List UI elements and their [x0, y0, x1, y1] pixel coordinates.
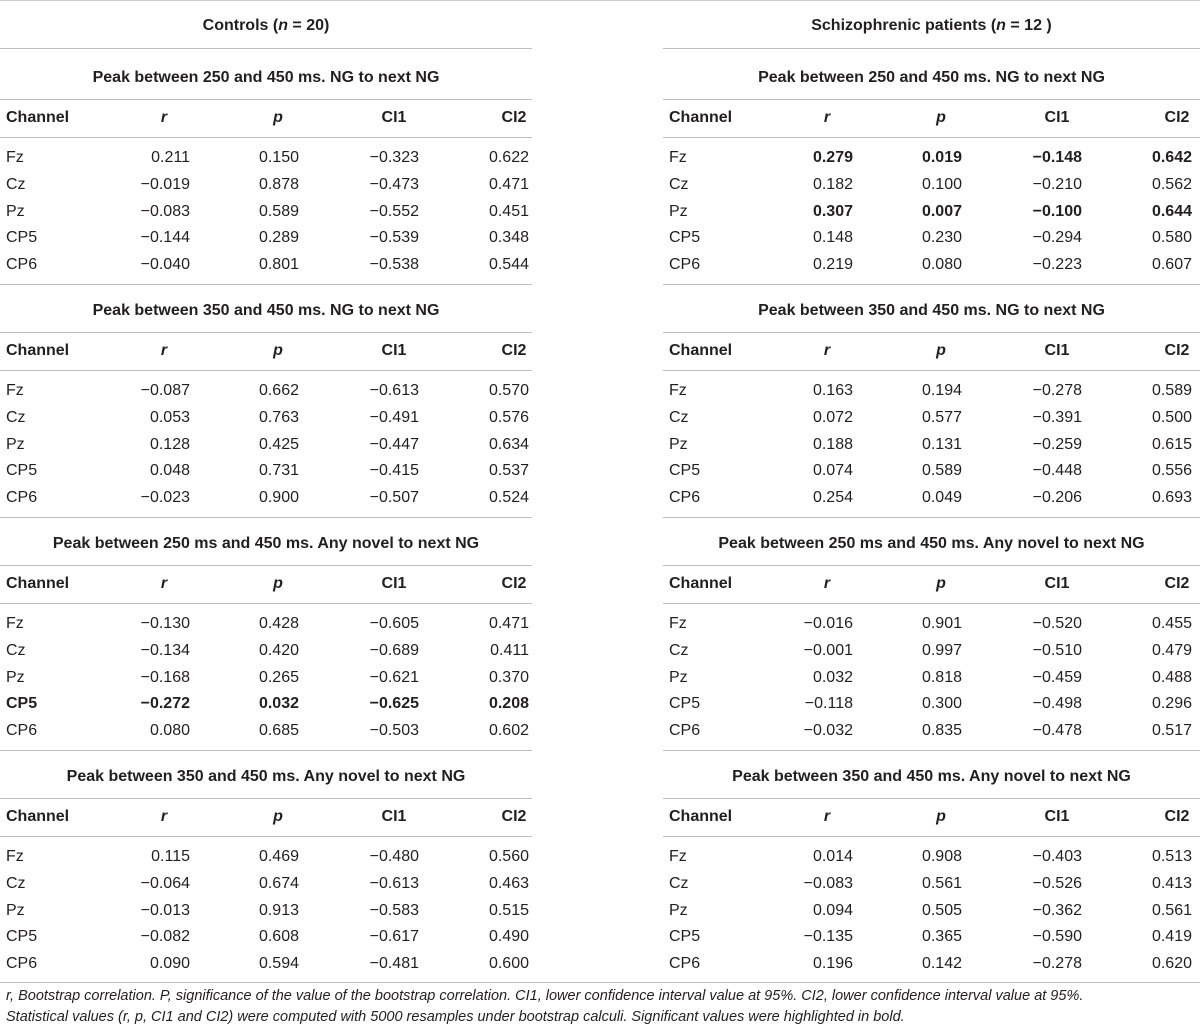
cell-channel: CP5 [6, 462, 38, 480]
cell-ci1: −0.590 [1032, 928, 1082, 946]
section-title: Peak between 250 ms and 450 ms. Any novel to next NG [52, 535, 480, 552]
bottom-rule [0, 982, 1200, 983]
cell-channel: Pz [6, 901, 25, 919]
cell-ci1: −0.100 [1032, 202, 1082, 220]
cell-r: 0.032 [812, 668, 853, 686]
cell-ci2: 0.589 [1151, 382, 1192, 399]
cell-ci1: −0.526 [1032, 874, 1082, 892]
cell-ci2: 0.208 [488, 695, 529, 713]
section-bottom-rule [0, 517, 532, 518]
column-header-ci1: CI1 [1044, 109, 1070, 126]
cell-r: 0.014 [812, 848, 853, 865]
cell-ci1: −0.552 [369, 202, 419, 220]
column-header-p: p [936, 342, 946, 359]
cell-ci2: 0.296 [1151, 695, 1192, 713]
cell-ci1: −0.613 [369, 382, 419, 399]
cell-r: 0.279 [812, 149, 853, 166]
section-rule [663, 99, 1200, 100]
cell-ci1: −0.539 [369, 229, 419, 247]
cell-channel: CP5 [669, 229, 701, 247]
cell-ci1: −0.538 [369, 256, 419, 274]
cell-p: 0.131 [921, 435, 962, 453]
cell-channel: CP6 [669, 955, 701, 973]
cell-p: 0.300 [921, 695, 962, 713]
column-header-r: r [823, 575, 831, 592]
cell-ci1: −0.478 [1032, 722, 1082, 740]
cell-ci1: −0.278 [1032, 955, 1082, 973]
cell-p: 0.589 [921, 462, 962, 480]
cell-r: 0.090 [149, 955, 190, 973]
column-header-r: r [160, 109, 168, 126]
cell-ci1: −0.613 [369, 874, 419, 892]
cell-r: 0.163 [812, 382, 853, 399]
section-title: Peak between 250 ms and 450 ms. Any novel to next NG [718, 535, 1145, 552]
cell-ci2: 0.622 [488, 149, 529, 166]
cell-p: 0.100 [921, 175, 962, 193]
column-header-p: p [273, 575, 283, 592]
cell-p: 0.997 [921, 641, 962, 659]
cell-p: 0.561 [921, 874, 962, 892]
cell-r: 0.219 [812, 256, 853, 274]
cell-ci2: 0.600 [488, 955, 529, 973]
cell-ci2: 0.560 [488, 848, 529, 865]
footnote-line-2: Statistical values (r, p, CI1 and CI2) were computed with 5000 resamples under bootstrap calculi. Significant values were highlighted in bold. [6, 1009, 905, 1025]
cell-ci1: −0.206 [1032, 489, 1082, 507]
cell-ci2: 0.463 [488, 874, 529, 892]
column-header-r: r [160, 342, 168, 359]
section-title: Peak between 250 and 450 ms. NG to next NG [92, 69, 440, 86]
section-bottom-rule [0, 284, 532, 285]
top-rule [0, 0, 1200, 1]
cell-r: 0.074 [812, 462, 853, 480]
cell-ci1: −0.520 [1032, 615, 1082, 632]
section-rule [663, 798, 1200, 799]
column-header-channel: Channel [6, 575, 70, 592]
cell-p: 0.032 [258, 695, 299, 713]
cell-channel: CP6 [6, 256, 38, 274]
cell-ci2: 0.413 [1151, 874, 1192, 892]
cell-ci1: −0.491 [369, 408, 419, 426]
cell-p: 0.589 [258, 202, 299, 220]
cell-r: 0.182 [812, 175, 853, 193]
cell-ci2: 0.544 [488, 256, 529, 274]
cell-p: 0.365 [921, 928, 962, 946]
cell-p: 0.801 [258, 256, 299, 274]
section-title: Peak between 250 and 450 ms. NG to next NG [758, 69, 1105, 86]
column-header-ci2: CI2 [501, 342, 527, 359]
cell-p: 0.469 [258, 848, 299, 865]
paren: ( [268, 17, 279, 34]
column-header-ci2: CI2 [1164, 575, 1190, 592]
cell-p: 0.194 [921, 382, 962, 399]
cell-channel: Fz [6, 382, 24, 399]
cell-r: 0.094 [812, 901, 853, 919]
cell-ci1: −0.323 [369, 149, 419, 166]
cell-p: 0.289 [258, 229, 299, 247]
cell-p: 0.230 [921, 229, 962, 247]
cell-ci2: 0.500 [1151, 408, 1192, 426]
cell-ci1: −0.510 [1032, 641, 1082, 659]
cell-p: 0.913 [258, 901, 299, 919]
header-rule [663, 137, 1200, 138]
cell-p: 0.908 [921, 848, 962, 865]
section-title: Peak between 350 and 450 ms. NG to next NG [92, 302, 440, 319]
cell-ci1: −0.148 [1032, 149, 1082, 166]
section-bottom-rule [0, 750, 532, 751]
cell-channel: Pz [6, 435, 25, 453]
cell-channel: Fz [6, 149, 24, 166]
cell-ci1: −0.362 [1032, 901, 1082, 919]
cell-channel: CP6 [6, 722, 38, 740]
cell-p: 0.835 [921, 722, 962, 740]
column-header-channel: Channel [6, 808, 70, 825]
column-header-r: r [823, 808, 831, 825]
n-value: = 20) [287, 17, 330, 34]
column-header-p: p [273, 109, 283, 126]
cell-r: 0.048 [149, 462, 190, 480]
cell-channel: Pz [6, 668, 25, 686]
section-rule [663, 565, 1200, 566]
cell-channel: CP5 [6, 229, 38, 247]
cell-channel: Cz [6, 408, 26, 426]
header-rule [663, 603, 1200, 604]
cell-r: −0.082 [140, 928, 190, 946]
section-rule [0, 565, 532, 566]
cell-ci2: 0.556 [1151, 462, 1192, 480]
column-header-channel: Channel [669, 808, 733, 825]
cell-ci1: −0.278 [1032, 382, 1082, 399]
cell-ci2: 0.471 [488, 175, 529, 193]
cell-channel: Fz [669, 382, 687, 399]
column-header-p: p [936, 109, 946, 126]
column-header-ci1: CI1 [381, 109, 407, 126]
cell-ci2: 0.607 [1151, 256, 1192, 274]
cell-r: 0.211 [151, 149, 190, 166]
cell-r: −0.272 [140, 695, 190, 713]
column-header-ci2: CI2 [1164, 109, 1190, 126]
cell-r: −0.013 [140, 901, 190, 919]
column-header-channel: Channel [669, 575, 733, 592]
cell-ci1: −0.498 [1032, 695, 1082, 713]
column-header-ci1: CI1 [1044, 342, 1070, 359]
cell-ci2: 0.580 [1151, 229, 1192, 247]
cell-ci1: −0.481 [369, 955, 419, 973]
cell-ci1: −0.583 [369, 901, 419, 919]
cell-channel: Cz [669, 874, 689, 892]
column-header-ci1: CI1 [381, 575, 407, 592]
column-header-r: r [160, 575, 168, 592]
cell-r: −0.083 [803, 874, 853, 892]
cell-r: 0.080 [149, 722, 190, 740]
cell-ci1: −0.617 [369, 928, 419, 946]
cell-ci2: 0.451 [488, 202, 529, 220]
column-header-channel: Channel [669, 109, 733, 126]
cell-ci2: 0.411 [490, 641, 529, 659]
column-header-ci2: CI2 [501, 575, 527, 592]
column-header-p: p [936, 575, 946, 592]
group-name: Schizophrenic patients [811, 17, 987, 34]
section-rule [663, 332, 1200, 333]
cell-p: 0.425 [258, 435, 299, 453]
cell-ci1: −0.210 [1032, 175, 1082, 193]
column-header-channel: Channel [6, 342, 70, 359]
cell-ci2: 0.693 [1151, 489, 1192, 507]
column-header-ci2: CI2 [501, 109, 527, 126]
cell-ci2: 0.419 [1151, 928, 1192, 946]
cell-ci2: 0.517 [1151, 722, 1192, 740]
cell-p: 0.900 [258, 489, 299, 507]
cell-ci2: 0.370 [488, 668, 529, 686]
cell-ci1: −0.294 [1032, 229, 1082, 247]
section-title: Peak between 350 and 450 ms. Any novel to next NG [732, 768, 1131, 785]
header-rule [663, 836, 1200, 837]
cell-ci2: 0.615 [1151, 435, 1192, 453]
column-header-ci2: CI2 [1164, 342, 1190, 359]
cell-r: 0.148 [812, 229, 853, 247]
cell-r: −0.001 [803, 641, 853, 659]
section-bottom-rule [663, 284, 1200, 285]
cell-ci2: 0.471 [488, 615, 529, 632]
cell-p: 0.265 [258, 668, 299, 686]
cell-r: −0.023 [140, 489, 190, 507]
cell-ci1: −0.415 [369, 462, 419, 480]
cell-ci1: −0.473 [369, 175, 419, 193]
cell-ci2: 0.634 [488, 435, 529, 453]
cell-ci1: −0.403 [1032, 848, 1082, 865]
cell-p: 0.150 [258, 149, 299, 166]
cell-r: 0.072 [812, 408, 853, 426]
cell-r: −0.168 [140, 668, 190, 686]
cell-p: 0.577 [921, 408, 962, 426]
cell-channel: CP6 [6, 489, 38, 507]
cell-r: 0.115 [151, 848, 190, 865]
cell-ci2: 0.490 [488, 928, 529, 946]
cell-ci1: −0.447 [369, 435, 419, 453]
column-header-p: p [273, 808, 283, 825]
cell-r: −0.064 [140, 874, 190, 892]
column-header-r: r [160, 808, 168, 825]
column-header-ci2: CI2 [501, 808, 527, 825]
cell-r: −0.118 [804, 695, 853, 713]
cell-r: −0.040 [140, 256, 190, 274]
cell-channel: Fz [6, 848, 24, 865]
column-header-channel: Channel [6, 109, 70, 126]
group-title-patients [663, 14, 1200, 38]
cell-ci1: −0.621 [369, 668, 419, 686]
cell-ci2: 0.524 [488, 489, 529, 507]
cell-p: 0.685 [258, 722, 299, 740]
footnote-line-1: r, Bootstrap correlation. P, significance of the value of the bootstrap correlation. CI1, lower confidence interval value at 95%. CI2, lower confidence interval value at 95%. [6, 988, 1084, 1004]
cell-channel: CP5 [6, 928, 38, 946]
cell-ci2: 0.537 [488, 462, 529, 480]
cell-ci1: −0.507 [369, 489, 419, 507]
group-rule [663, 48, 1200, 49]
section-title: Peak between 350 and 450 ms. Any novel to next NG [66, 768, 466, 785]
cell-channel: Cz [6, 874, 26, 892]
cell-r: −0.135 [803, 928, 853, 946]
section-bottom-rule [663, 517, 1200, 518]
cell-p: 0.428 [258, 615, 299, 632]
cell-p: 0.420 [258, 641, 299, 659]
column-header-r: r [823, 109, 831, 126]
cell-r: −0.032 [803, 722, 853, 740]
column-header-p: p [273, 342, 283, 359]
n-label: n [996, 17, 1006, 34]
cell-channel: Fz [669, 149, 687, 166]
group-rule [0, 48, 532, 49]
cell-r: −0.019 [140, 175, 190, 193]
cell-channel: CP6 [6, 955, 38, 973]
section-rule [0, 99, 532, 100]
cell-channel: Cz [6, 175, 26, 193]
table-footnote [6, 986, 1196, 1028]
section-bottom-rule [663, 750, 1200, 751]
cell-channel: Pz [669, 668, 688, 686]
cell-channel: CP5 [669, 928, 701, 946]
cell-r: 0.053 [149, 408, 190, 426]
cell-ci2: 0.570 [488, 382, 529, 399]
cell-channel: Pz [669, 202, 688, 220]
cell-r: 0.254 [812, 489, 853, 507]
cell-channel: CP5 [6, 695, 38, 713]
column-header-p: p [936, 808, 946, 825]
column-header-ci1: CI1 [1044, 808, 1070, 825]
cell-ci2: 0.515 [488, 901, 529, 919]
cell-r: 0.128 [149, 435, 190, 453]
cell-p: 0.901 [921, 615, 962, 632]
section-title: Peak between 350 and 450 ms. NG to next NG [758, 302, 1105, 319]
cell-channel: CP5 [669, 695, 701, 713]
cell-r: −0.144 [140, 229, 190, 247]
cell-ci2: 0.455 [1151, 615, 1192, 632]
cell-r: −0.016 [803, 615, 853, 632]
cell-ci1: −0.223 [1032, 256, 1082, 274]
cell-channel: CP5 [669, 462, 701, 480]
cell-p: 0.608 [258, 928, 299, 946]
cell-ci2: 0.479 [1151, 641, 1192, 659]
cell-channel: Pz [669, 901, 688, 919]
column-header-ci1: CI1 [1044, 575, 1070, 592]
header-rule [0, 603, 532, 604]
cell-ci2: 0.602 [488, 722, 529, 740]
cell-p: 0.731 [258, 462, 299, 480]
cell-channel: CP6 [669, 489, 701, 507]
cell-r: 0.307 [812, 202, 853, 220]
cell-ci2: 0.561 [1151, 901, 1192, 919]
cell-r: 0.196 [812, 955, 853, 973]
column-header-r: r [823, 342, 831, 359]
header-rule [0, 137, 532, 138]
cell-ci1: −0.480 [369, 848, 419, 865]
cell-ci1: −0.503 [369, 722, 419, 740]
cell-ci2: 0.488 [1151, 668, 1192, 686]
cell-r: 0.188 [812, 435, 853, 453]
column-header-ci2: CI2 [1164, 808, 1190, 825]
cell-channel: CP6 [669, 256, 701, 274]
cell-channel: CP6 [669, 722, 701, 740]
cell-r: −0.130 [140, 615, 190, 632]
cell-channel: Cz [669, 408, 689, 426]
cell-p: 0.818 [921, 668, 962, 686]
cell-p: 0.142 [921, 955, 962, 973]
cell-p: 0.505 [921, 901, 962, 919]
paren: ( [986, 17, 997, 34]
cell-p: 0.662 [258, 382, 299, 399]
section-rule [0, 798, 532, 799]
cell-channel: Cz [6, 641, 26, 659]
cell-ci2: 0.513 [1151, 848, 1192, 865]
cell-p: 0.763 [258, 408, 299, 426]
cell-ci1: −0.605 [369, 615, 419, 632]
cell-ci1: −0.391 [1032, 408, 1082, 426]
section-rule [0, 332, 532, 333]
header-rule [0, 370, 532, 371]
cell-p: 0.080 [921, 256, 962, 274]
cell-channel: Fz [669, 848, 687, 865]
n-label: n [278, 17, 288, 34]
cell-channel: Fz [669, 615, 687, 632]
cell-r: −0.083 [140, 202, 190, 220]
cell-ci2: 0.562 [1151, 175, 1192, 193]
cell-ci1: −0.689 [369, 641, 419, 659]
cell-ci1: −0.625 [369, 695, 419, 713]
cell-channel: Pz [669, 435, 688, 453]
cell-p: 0.674 [258, 874, 299, 892]
cell-ci2: 0.620 [1151, 955, 1192, 973]
cell-channel: Pz [6, 202, 25, 220]
group-name: Controls [202, 17, 269, 34]
header-rule [0, 836, 532, 837]
cell-ci1: −0.448 [1032, 462, 1082, 480]
cell-r: −0.134 [140, 641, 190, 659]
n-value: = 12 ) [1005, 17, 1052, 34]
cell-p: 0.594 [258, 955, 299, 973]
cell-ci1: −0.259 [1032, 435, 1082, 453]
cell-ci1: −0.459 [1032, 668, 1082, 686]
cell-r: −0.087 [140, 382, 190, 399]
cell-ci2: 0.642 [1151, 149, 1192, 166]
cell-p: 0.007 [921, 202, 962, 220]
cell-channel: Cz [669, 641, 689, 659]
cell-channel: Fz [6, 615, 24, 632]
header-rule [663, 370, 1200, 371]
column-header-channel: Channel [669, 342, 733, 359]
cell-p: 0.049 [921, 489, 962, 507]
cell-ci2: 0.348 [488, 229, 529, 247]
cell-p: 0.019 [921, 149, 962, 166]
cell-channel: Cz [669, 175, 689, 193]
group-title-controls [0, 14, 532, 38]
column-header-ci1: CI1 [381, 808, 407, 825]
cell-ci2: 0.576 [488, 408, 529, 426]
cell-p: 0.878 [258, 175, 299, 193]
column-header-ci1: CI1 [381, 342, 407, 359]
cell-ci2: 0.644 [1151, 202, 1192, 220]
